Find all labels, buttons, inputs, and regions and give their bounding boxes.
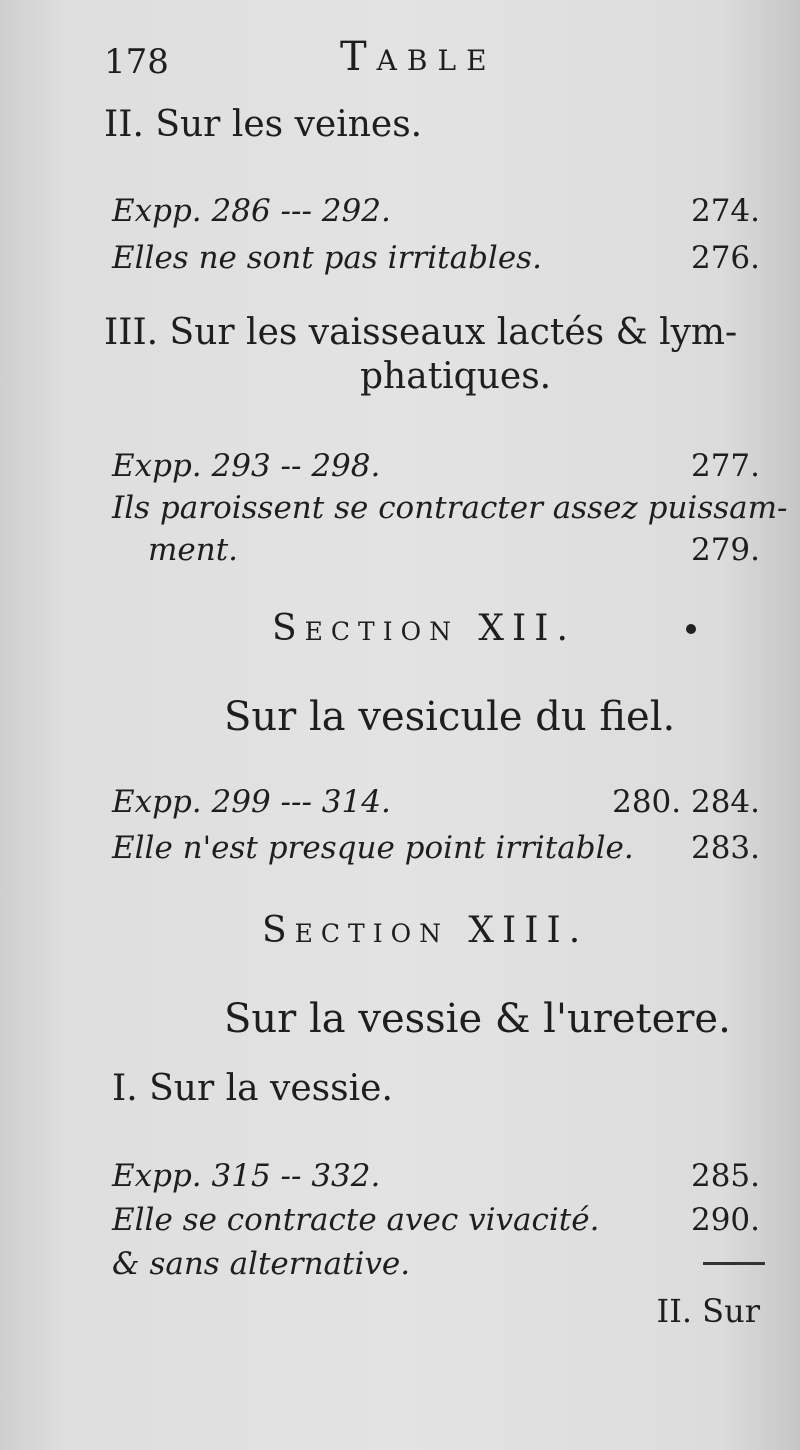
running-title: Table bbox=[340, 34, 497, 80]
entry-expp-293: Expp. 293 -- 298. bbox=[112, 448, 381, 484]
entry-paroissent-cont: ment. bbox=[148, 532, 239, 568]
entry-page-274: 274. bbox=[690, 193, 760, 229]
section-xiii-label: Section XIII. bbox=[262, 910, 589, 951]
catchword: II. Sur bbox=[656, 1292, 760, 1330]
heading-vessie: I. Sur la vessie. bbox=[112, 1068, 393, 1109]
entry-paroissent: Ils paroissent se contracter assez puissam- bbox=[112, 490, 788, 526]
heading-lactes: III. Sur les vaisseaux lactés & lym- bbox=[104, 312, 738, 353]
entry-elle-presque: Elle n'est presque point irritable. bbox=[112, 830, 634, 866]
entry-page-290: 290. bbox=[690, 1202, 760, 1238]
section-xiii-title: Sur la vessie & l'uretere. bbox=[224, 996, 731, 1042]
entry-expp-286: Expp. 286 --- 292. bbox=[112, 193, 391, 229]
entry-expp-299: Expp. 299 --- 314. bbox=[112, 784, 391, 820]
entry-sans-alternative: & sans alternative. bbox=[112, 1246, 411, 1282]
entry-page-277: 277. bbox=[690, 448, 760, 484]
entry-page-276: 276. bbox=[690, 240, 760, 276]
section-xii-label: Section XII. bbox=[272, 608, 576, 649]
entry-expp-315: Expp. 315 -- 332. bbox=[112, 1158, 381, 1194]
entry-elles-irritables: Elles ne sont pas irritables. bbox=[112, 240, 542, 276]
page-number: 178 bbox=[104, 42, 169, 82]
heading-veines: II. Sur les veines. bbox=[104, 104, 423, 145]
entry-vivacite: Elle se contracte avec vivacité. bbox=[112, 1202, 600, 1238]
heading-lactes-cont: phatiques. bbox=[360, 356, 552, 397]
section-xii-title: Sur la vesicule du fiel. bbox=[224, 694, 676, 740]
entry-page-280-284: 280. 284. bbox=[612, 784, 760, 820]
entry-page-285: 285. bbox=[690, 1158, 760, 1194]
ink-dot bbox=[686, 624, 696, 634]
entry-dash-rule bbox=[703, 1262, 765, 1265]
entry-page-279: 279. bbox=[690, 532, 760, 568]
entry-page-283: 283. bbox=[690, 830, 760, 866]
